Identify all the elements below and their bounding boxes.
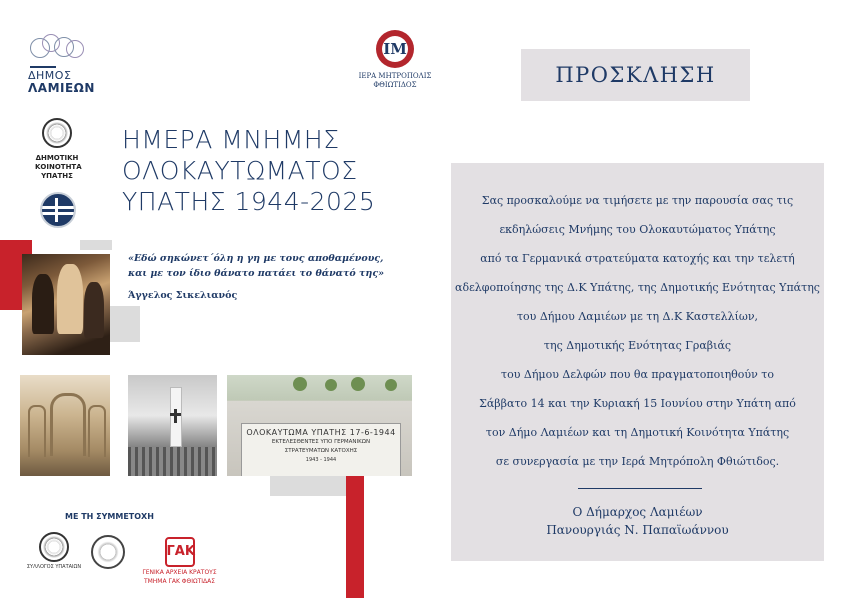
invitation-line: από τα Γερμανικά στρατεύματα κατοχής και την τελετή xyxy=(480,252,795,265)
lamia-label-bottom: ΛΑΜΙΕΩΝ xyxy=(28,81,95,95)
quote xyxy=(128,251,428,281)
divider xyxy=(30,66,56,68)
lamia-label-top: ΔΗΜΟΣ xyxy=(28,69,72,82)
community-logo xyxy=(35,118,82,181)
invitation-text xyxy=(451,193,824,483)
community-line: ΥΠΑΤΗΣ xyxy=(41,172,73,180)
invitation-line: τον Δήμο Λαμιέων και τη Δημοτική Κοινότητα Υπάτης xyxy=(485,426,790,439)
event-title xyxy=(122,124,422,217)
metropolis-mark: ΙΜ xyxy=(382,36,408,62)
grey-accent-bar xyxy=(270,476,346,496)
invitation-line: σε συνεργασία με την Ιερά Μητρόπολη Φθιώτιδος. xyxy=(495,455,780,468)
signature-name: Πανουργιάς Ν. Παπαϊωάννου xyxy=(546,523,729,537)
signature-divider xyxy=(578,488,702,489)
association-name: ΣΥΛΛΟΓΟΣ ΥΠΑΤΑΙΩΝ xyxy=(26,564,82,570)
plaque-line: ΟΛΟΚΑΥΤΩΜΑ ΥΠΑΤΗΣ 17-6-1944 xyxy=(246,428,396,437)
plaque-years: 1943 - 1944 xyxy=(305,457,337,463)
monument-image xyxy=(128,375,217,476)
invitation-box xyxy=(451,163,824,561)
association-logo xyxy=(24,532,84,570)
invitation-line: του Δήμου Λαμιέων με τη Δ.Κ Καστελλίων, xyxy=(516,310,759,323)
grey-accent-bar xyxy=(110,306,140,342)
community-line: ΚΟΙΝΟΤΗΤΑ xyxy=(35,163,82,171)
quote-author: Άγγελος Σικελιανός xyxy=(128,290,238,301)
metropolis-line: ΙΕΡΑ ΜΗΤΡΟΠΟΛΙΣ xyxy=(358,72,432,80)
metropolis-line: ΦΘΙΩΤΙΔΟΣ xyxy=(373,81,417,89)
lamia-logo xyxy=(28,32,95,98)
community-line: ΔΗΜΟΤΙΚΗ xyxy=(35,154,79,162)
organization-seal-icon xyxy=(91,535,125,569)
plaque xyxy=(241,423,401,476)
invitation-line: Σας προσκαλούμε να τιμήσετε με την παρουσία σας τις xyxy=(481,194,794,207)
gak-logo xyxy=(132,537,227,585)
gak-line: ΤΜΗΜΑ ΓΑΚ ΦΘΙΩΤΙΔΑΣ xyxy=(143,578,216,585)
invitation-line: της Δημοτικής Ενότητας Γραβιάς xyxy=(543,339,732,352)
grey-accent-bar xyxy=(80,240,112,250)
quote-line: και με τον ίδιο θάνατο πατάει το θάνατό της» xyxy=(128,268,385,279)
gak-icon: ΓΑΚ xyxy=(165,537,195,567)
painting-image xyxy=(22,254,110,355)
title-line: ΟΛΟΚΑΥΤΩΜΑΤΟΣ xyxy=(122,156,358,185)
title-line: ΗΜΕΡΑ ΜΝΗΜΗΣ xyxy=(122,125,340,154)
invitation-title: ΠΡΟΣΚΛΗΣΗ xyxy=(521,49,750,101)
signature xyxy=(451,503,824,539)
invitation-line: εκδηλώσεις Μνήμης του Ολοκαυτώματος Υπάτης xyxy=(499,223,776,236)
community-seal-icon xyxy=(42,118,72,148)
gak-line: ΓΕΝΙΚΑ ΑΡΧΕΙΑ ΚΡΑΤΟΥΣ xyxy=(142,569,217,576)
lamia-emblem-icon xyxy=(28,32,88,62)
red-accent-bar xyxy=(346,476,364,598)
memorial-plaque-image xyxy=(227,375,412,476)
invitation-line: αδελφοποίησης της Δ.Κ Υπάτης, της Δημοτικής Ενότητας Υπάτης xyxy=(455,281,820,294)
invitation-line: του Δήμου Δελφών που θα πραγματοποιηθούν το xyxy=(501,368,774,381)
metropolis-logo xyxy=(355,30,435,90)
plaque-line: ΣΤΡΑΤΕΥΜΑΤΩΝ ΚΑΤΟΧΗΣ xyxy=(284,448,358,454)
title-line: ΥΠΑΤΗΣ 1944-2025 xyxy=(122,187,376,216)
association-seal-icon xyxy=(39,532,69,562)
participation-label: ΜΕ ΤΗ ΣΥΜΜΕΤΟΧΗ xyxy=(65,512,154,521)
metropolis-seal-icon xyxy=(376,30,414,68)
church-ruins-image xyxy=(20,375,110,476)
invitation-line: Σάββατο 14 και την Κυριακή 15 Ιουνίου στην Υπάτη από xyxy=(479,397,796,410)
flag-emblem-icon xyxy=(40,192,76,228)
quote-line: «Εδώ σηκώνετ΄όλη η γη με τους αποθαμένους, xyxy=(128,253,384,264)
signature-role: Ο Δήμαρχος Λαμιέων xyxy=(572,505,703,519)
plaque-line: ΕΚΤΕΛΕΣΘΕΝΤΕΣ ΥΠΟ ΓΕΡΜΑΝΙΚΩΝ xyxy=(271,439,371,445)
